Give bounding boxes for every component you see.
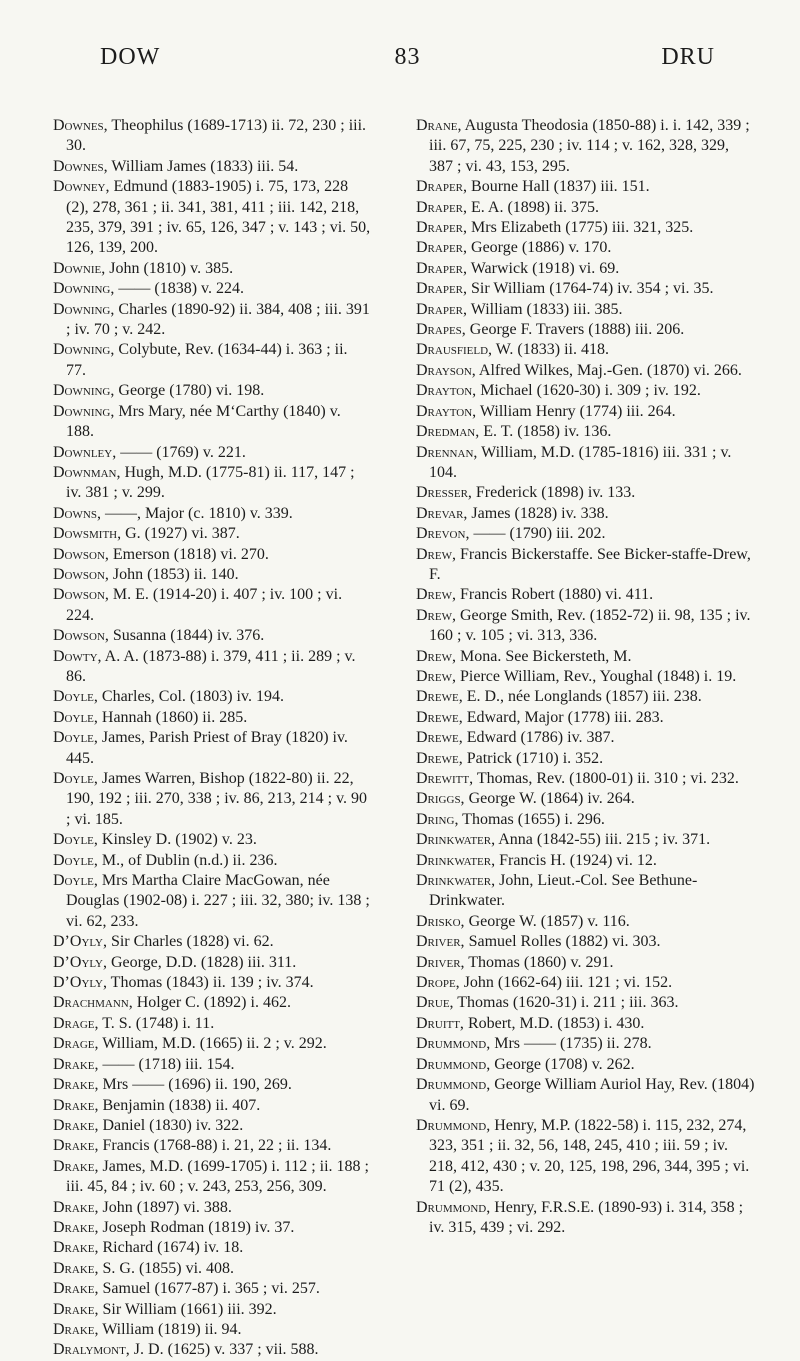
entry-references: Theophilus (1689-1713) ii. 72, 230 ; iii. 30. [66,117,367,155]
index-entry [416,667,756,687]
entry-references: T. S. (1748) i. 11. [102,1014,215,1032]
index-entry [53,728,371,769]
entry-name: Drake, [53,1076,99,1094]
entry-references: Charles, Col. (1803) iv. 194. [101,688,284,706]
index-entry [416,953,756,973]
index-entry [53,1340,371,1360]
entry-references: George (1708) v. 262. [494,1055,635,1073]
entry-name: Drake, [53,1259,99,1277]
entry-name: Drane, [416,117,462,134]
entry-name: Draper, [416,239,468,257]
entry-references: Edward, Major (1778) iii. 283. [466,708,664,726]
entry-references: George F. Travers (1888) iii. 206. [469,321,685,339]
index-entry [53,993,371,1013]
entry-name: Drausfield, [416,341,493,359]
entry-references: Henry, F.R.S.E. (1890-93) i. 314, 358 ; iv. 315, 439 ; vi. 292. [429,1198,744,1236]
index-entry [53,1320,371,1340]
index-entry [53,1238,371,1258]
entry-references: Samuel Rolles (1882) vi. 303. [468,933,661,951]
entry-references: James, Parish Priest of Bray (1820) iv. 445. [66,729,348,767]
index-entry [53,1075,371,1095]
entry-references: S. G. (1855) vi. 408. [102,1259,235,1277]
entry-name: Drake, [53,1116,99,1134]
entry-name: Drevon, [416,525,470,543]
index-entry [53,1136,371,1156]
entry-references: Sir Charles (1828) vi. 62. [110,933,274,951]
index-column-left [53,116,371,1361]
index-entry [53,932,371,952]
entry-name: Dowson, [53,565,109,583]
entry-name: Drummond, [416,1035,491,1053]
entry-name: Downing, [53,341,115,359]
entry-name: Drewe, [416,688,463,706]
entry-name: Drayson, [416,361,476,379]
entry-name: Draper, [416,280,468,298]
entry-name: Drapes, [416,321,466,339]
entry-name: Draper, [416,219,468,237]
entry-references: Joseph Rodman (1819) iv. 37. [102,1218,295,1236]
entry-references: A. A. (1873-88) i. 379, 411 ; ii. 289 ; v. 86. [66,647,356,685]
entry-name: Drake, [53,1137,99,1155]
entry-name: Drinkwater, [416,831,496,849]
entry-references: William (1833) iii. 385. [470,300,623,318]
header-right-guideword: DRU [661,44,715,70]
index-entry [416,381,756,401]
entry-references: Anna (1842-55) iii. 215 ; iv. 371. [498,831,711,849]
entry-references: George, D.D. (1828) iii. 311. [110,953,297,971]
index-entry [416,300,756,320]
entry-references: M., of Dublin (n.d.) ii. 236. [101,851,278,869]
index-entry [416,810,756,830]
entry-name: Drayton, [416,382,477,400]
entry-references: Holger C. (1892) i. 462. [136,994,291,1012]
index-entry [416,279,756,299]
entry-name: Drake, [53,1096,99,1114]
entry-name: Drisko, [416,912,465,930]
entry-name: Drewe, [416,729,463,747]
index-entry [53,340,371,381]
entry-name: Downey, [53,178,110,196]
index-entry [53,279,371,299]
entry-references: Mona. See Bickersteth, M. [460,647,632,665]
entry-name: Drummond, [416,1116,491,1134]
entry-name: Drew, [416,667,456,685]
entry-name: Dresser, [416,484,472,502]
index-entry [416,973,756,993]
entry-name: Drewe, [416,749,463,767]
entry-name: Doyle, [53,851,98,869]
entry-name: Doyle, [53,872,98,890]
entry-name: Dowson, [53,586,109,604]
entry-references: William, M.D. (1665) ii. 2 ; v. 292. [102,1035,327,1053]
entry-references: Mrs —— (1735) ii. 278. [494,1035,652,1053]
index-entry [53,1218,371,1238]
index-entry [53,443,371,463]
index-entry [53,1259,371,1279]
entry-references: Frederick (1898) iv. 133. [475,484,636,502]
entry-references: Daniel (1830) iv. 322. [102,1116,244,1134]
index-entry [53,647,371,688]
entry-name: Drew, [416,647,456,665]
index-entry [416,647,756,667]
index-entry [53,1034,371,1054]
entry-references: Thomas, Rev. (1800-01) ii. 310 ; vi. 232. [476,770,739,787]
entry-references: Francis H. (1924) vi. 12. [499,851,657,869]
index-entry [53,504,371,524]
entry-references: Edmund (1883-1905) i. 75, 173, 228 (2), 278, 361 ; ii. 341, 381, 411 ; iii. 142, 218, 235, 379, 391 ; iv. 65, 126, 347 ; v. 143 ; vi. 50, 126, 139, 200. [66,178,371,257]
entry-references: Mrs —— (1696) ii. 190, 269. [102,1076,292,1094]
entry-references: Thomas (1655) i. 296. [462,810,605,828]
entry-references: William James (1833) iii. 54. [111,157,299,175]
index-entry [53,1300,371,1320]
entry-name: Downman, [53,463,121,481]
entry-references: James, M.D. (1699-1705) i. 112 ; ii. 188 ; iii. 45, 84 ; iv. 60 ; v. 243, 253, 256, 309. [66,1157,369,1196]
index-entry [416,1034,756,1054]
index-entry [53,1116,371,1136]
entry-references: Patrick (1710) i. 352. [466,749,604,767]
index-entry [416,585,756,605]
entry-references: George W. (1857) v. 116. [468,912,630,930]
index-entry [416,830,756,850]
entry-references: Augusta Theodosia (1850-88) i. i. 142, 339 ; iii. 67, 75, 225, 230 ; iv. 114 ; v. 162, 328, 329, 387 ; vi. 43, 153, 295. [429,117,750,175]
entry-references: Kinsley D. (1902) v. 23. [101,831,257,849]
entry-name: Drage, [53,1014,99,1032]
entry-references: E. A. (1898) ii. 375. [471,198,600,216]
entry-references: William, M.D. (1785-1816) iii. 331 ; v. 104. [429,443,732,481]
entry-name: Drummond, [416,1055,491,1073]
index-entry [416,1116,756,1198]
entry-name: Doyle, [53,770,98,787]
entry-references: Mrs Elizabeth (1775) iii. 321, 325. [471,219,694,237]
entry-references: Mrs Martha Claire MacGowan, née Douglas (1902-08) i. 227 ; iii. 32, 380; iv. 138 ; vi. 62, 233. [66,872,370,930]
entry-name: Drew, [416,545,456,563]
index-entry [53,524,371,544]
index-entry [416,1198,756,1239]
entry-name: Draper, [416,198,468,216]
entry-name: D’Oyly, [53,974,107,992]
entry-references: James (1828) iv. 338. [471,504,609,522]
index-entry [53,1279,371,1299]
index-entry [416,340,756,360]
entry-name: Doyle, [53,688,98,706]
entry-references: Francis Bickerstaffe. See Bicker-staffe-Drew, F. [429,545,751,583]
entry-references: Warwick (1918) vi. 69. [470,259,620,277]
entry-name: Downley, [53,443,117,461]
entry-references: Richard (1674) iv. 18. [102,1239,244,1257]
entry-references: W. (1833) ii. 418. [495,341,609,359]
entry-references: Thomas (1843) ii. 139 ; iv. 374. [110,974,314,992]
entry-references: John (1810) v. 385. [109,259,234,277]
index-entry [416,320,756,340]
index-entry [53,973,371,993]
entry-name: Downing, [53,300,115,318]
entry-references: John (1897) vi. 388. [102,1198,232,1216]
index-entry [416,361,756,381]
entry-references: J. D. (1625) v. 337 ; vii. 588. [133,1341,319,1359]
entry-name: Downes, [53,117,108,134]
entry-name: Downing, [53,280,115,298]
entry-references: Hugh, M.D. (1775-81) ii. 117, 147 ; iv. 381 ; v. 299. [66,463,355,502]
entry-references: Charles (1890-92) ii. 384, 408 ; iii. 391 ; iv. 70 ; v. 242. [66,300,370,339]
entry-references: Susanna (1844) iv. 376. [112,627,265,645]
index-entry [53,851,371,871]
index-entry [416,524,756,544]
index-entry [53,1096,371,1116]
entry-name: Drake, [53,1280,99,1298]
index-entry [416,932,756,952]
entry-name: Downing, [53,382,115,400]
entry-references: Mrs Mary, née M‘Carthy (1840) v. 188. [66,402,341,441]
entry-name: Dowty, [53,647,102,665]
entry-name: Drayton, [416,402,477,420]
entry-name: Drachmann, [53,994,133,1012]
entry-name: Dralymont, [53,1341,130,1359]
entry-name: Drake, [53,1300,99,1318]
entry-name: Dowson, [53,627,109,645]
index-entry [416,504,756,524]
entry-name: Drummond, [416,1076,491,1094]
entry-references: Alfred Wilkes, Maj.-Gen. (1870) vi. 266. [478,361,742,379]
index-entry [416,912,756,932]
entry-references: Sir William (1764-74) iv. 354 ; vi. 35. [471,280,714,298]
entry-name: Drevar, [416,504,468,522]
entry-references: Michael (1620-30) i. 309 ; iv. 192. [480,382,701,400]
entry-references: ——, Major (c. 1810) v. 339. [104,504,293,522]
entry-name: Drew, [416,606,456,624]
index-entry [53,116,371,157]
index-entry [416,789,756,809]
entry-references: John, Lieut.-Col. See Bethune-Drinkwater. [429,872,698,910]
entry-references: —— (1838) v. 224. [118,280,245,298]
entry-references: —— (1790) iii. 202. [473,525,606,543]
entry-name: Dowsmith, [53,525,122,543]
entry-name: Downie, [53,259,106,277]
index-entry [53,585,371,626]
index-entry [416,606,756,647]
index-entry [53,1014,371,1034]
entry-name: Draper, [416,259,468,277]
entry-name: Downes, [53,157,108,175]
entry-name: Downs, [53,504,101,522]
index-entry [416,728,756,748]
index-entry [416,871,756,912]
entry-name: Drake, [53,1055,99,1073]
entry-references: Benjamin (1838) ii. 407. [102,1096,261,1114]
index-entry [416,1014,756,1034]
entry-name: D’Oyly, [53,933,107,951]
index-entry [416,993,756,1013]
index-entry [53,769,371,830]
entry-references: Hannah (1860) ii. 285. [101,708,248,726]
index-entry [416,259,756,279]
entry-references: Thomas (1620-31) i. 211 ; iii. 363. [457,994,679,1012]
entry-references: William (1819) ii. 94. [102,1320,242,1338]
entry-name: Drake, [53,1218,99,1236]
entry-references: —— (1718) iii. 154. [102,1055,235,1073]
entry-references: Pierce William, Rev., Youghal (1848) i. 19. [460,667,737,685]
entry-name: Drue, [416,994,454,1012]
entry-references: Francis (1768-88) i. 21, 22 ; ii. 134. [102,1137,332,1155]
entry-name: Drewitt, [416,770,474,787]
entry-references: G. (1927) vi. 387. [125,525,240,543]
index-entry [53,545,371,565]
index-entry [53,1157,371,1198]
index-entry [53,830,371,850]
index-entry [53,463,371,504]
entry-references: Samuel (1677-87) i. 365 ; vi. 257. [102,1280,320,1298]
index-entry [53,687,371,707]
index-entry [416,402,756,422]
entry-name: Drennan, [416,443,478,461]
entry-references: Colybute, Rev. (1634-44) i. 363 ; ii. 77. [66,341,348,379]
index-entry [53,953,371,973]
entry-name: Drake, [53,1320,99,1338]
index-entry [53,259,371,279]
entry-name: D’Oyly, [53,953,107,971]
entry-references: E. T. (1858) iv. 136. [483,423,612,441]
entry-name: Dowson, [53,545,109,563]
index-entry [53,1198,371,1218]
entry-name: Doyle, [53,729,98,747]
header-left-guideword: DOW [100,44,161,70]
entry-name: Driver, [416,953,465,971]
entry-references: Sir William (1661) iii. 392. [102,1300,277,1318]
index-entry [416,238,756,258]
entry-references: Robert, M.D. (1853) i. 430. [467,1014,645,1032]
entry-references: Edward (1786) iv. 387. [466,729,615,747]
entry-references: Emerson (1818) vi. 270. [112,545,269,563]
index-entry [53,381,371,401]
index-entry [416,851,756,871]
index-entry [416,422,756,442]
index-entry [416,749,756,769]
entry-name: Dredman, [416,423,480,441]
entry-references: William Henry (1774) iii. 264. [479,402,676,420]
entry-name: Drummond, [416,1198,491,1216]
index-entry [416,177,756,197]
index-entry [53,300,371,341]
index-entry [53,871,371,932]
index-entry [416,545,756,586]
entry-name: Drage, [53,1035,99,1053]
index-entry [53,157,371,177]
index-entry [416,443,756,484]
entry-name: Drake, [53,1157,99,1175]
entry-name: Drope, [416,974,460,992]
entry-name: Driver, [416,933,465,951]
index-entry [53,565,371,585]
entry-name: Draper, [416,178,468,196]
entry-name: Drake, [53,1198,99,1216]
entry-references: George W. (1864) iv. 264. [468,790,635,808]
running-header [100,44,715,80]
index-entry [53,708,371,728]
index-entry [416,769,756,789]
index-entry [416,483,756,503]
entry-references: Francis Robert (1880) vi. 411. [460,586,654,604]
index-entry [53,402,371,443]
entry-references: Henry, M.P. (1822-58) i. 115, 232, 274, 323, 351 ; ii. 32, 56, 148, 245, 410 ; iii. 59 ; iv. 218, 412, 430 ; v. 20, 125, 198, 296, 344, 395 ; vi. 71 (2), 435. [429,1116,750,1196]
entry-name: Drew, [416,586,456,604]
index-entry [416,1075,756,1116]
entry-references: George (1886) v. 170. [471,239,612,257]
page-number: 83 [394,44,421,70]
entry-name: Dring, [416,810,459,828]
entry-references: Bourne Hall (1837) iii. 151. [471,178,650,196]
index-entry [416,708,756,728]
index-entry [53,1055,371,1075]
entry-references: E. D., née Longlands (1857) iii. 238. [466,688,702,706]
entry-references: —— (1769) v. 221. [120,443,246,461]
index-entry [416,1055,756,1075]
entry-name: Drinkwater, [416,851,496,869]
entry-references: George William Auriol Hay, Rev. (1804) vi. 69. [429,1076,755,1114]
entry-name: Doyle, [53,708,98,726]
index-entry [53,177,371,259]
index-entry [416,198,756,218]
entry-name: Druitt, [416,1014,464,1032]
index-entry [53,626,371,646]
entry-references: John (1662-64) iii. 121 ; vi. 152. [463,974,673,992]
entry-name: Draper, [416,300,468,318]
entry-references: M. E. (1914-20) i. 407 ; iv. 100 ; vi. 224. [66,586,343,624]
entry-name: Drinkwater, [416,872,496,890]
index-entry [416,218,756,238]
entry-name: Downing, [53,402,115,420]
entry-references: George Smith, Rev. (1852-72) ii. 98, 135 ; iv. 160 ; v. 105 ; vi. 313, 336. [429,606,751,645]
entry-name: Drake, [53,1239,99,1257]
entry-references: Thomas (1860) v. 291. [468,953,614,971]
entry-references: George (1780) vi. 198. [118,382,265,400]
index-column-right [416,116,756,1238]
entry-references: James Warren, Bishop (1822-80) ii. 22, 190, 192 ; iii. 270, 338 ; iv. 86, 213, 214 ; v. 90 ; vi. 185. [66,770,368,828]
entry-references: John (1853) ii. 140. [112,565,239,583]
entry-name: Doyle, [53,831,98,849]
entry-name: Driggs, [416,790,465,808]
index-entry [416,116,756,177]
entry-name: Drewe, [416,708,463,726]
index-entry [416,687,756,707]
